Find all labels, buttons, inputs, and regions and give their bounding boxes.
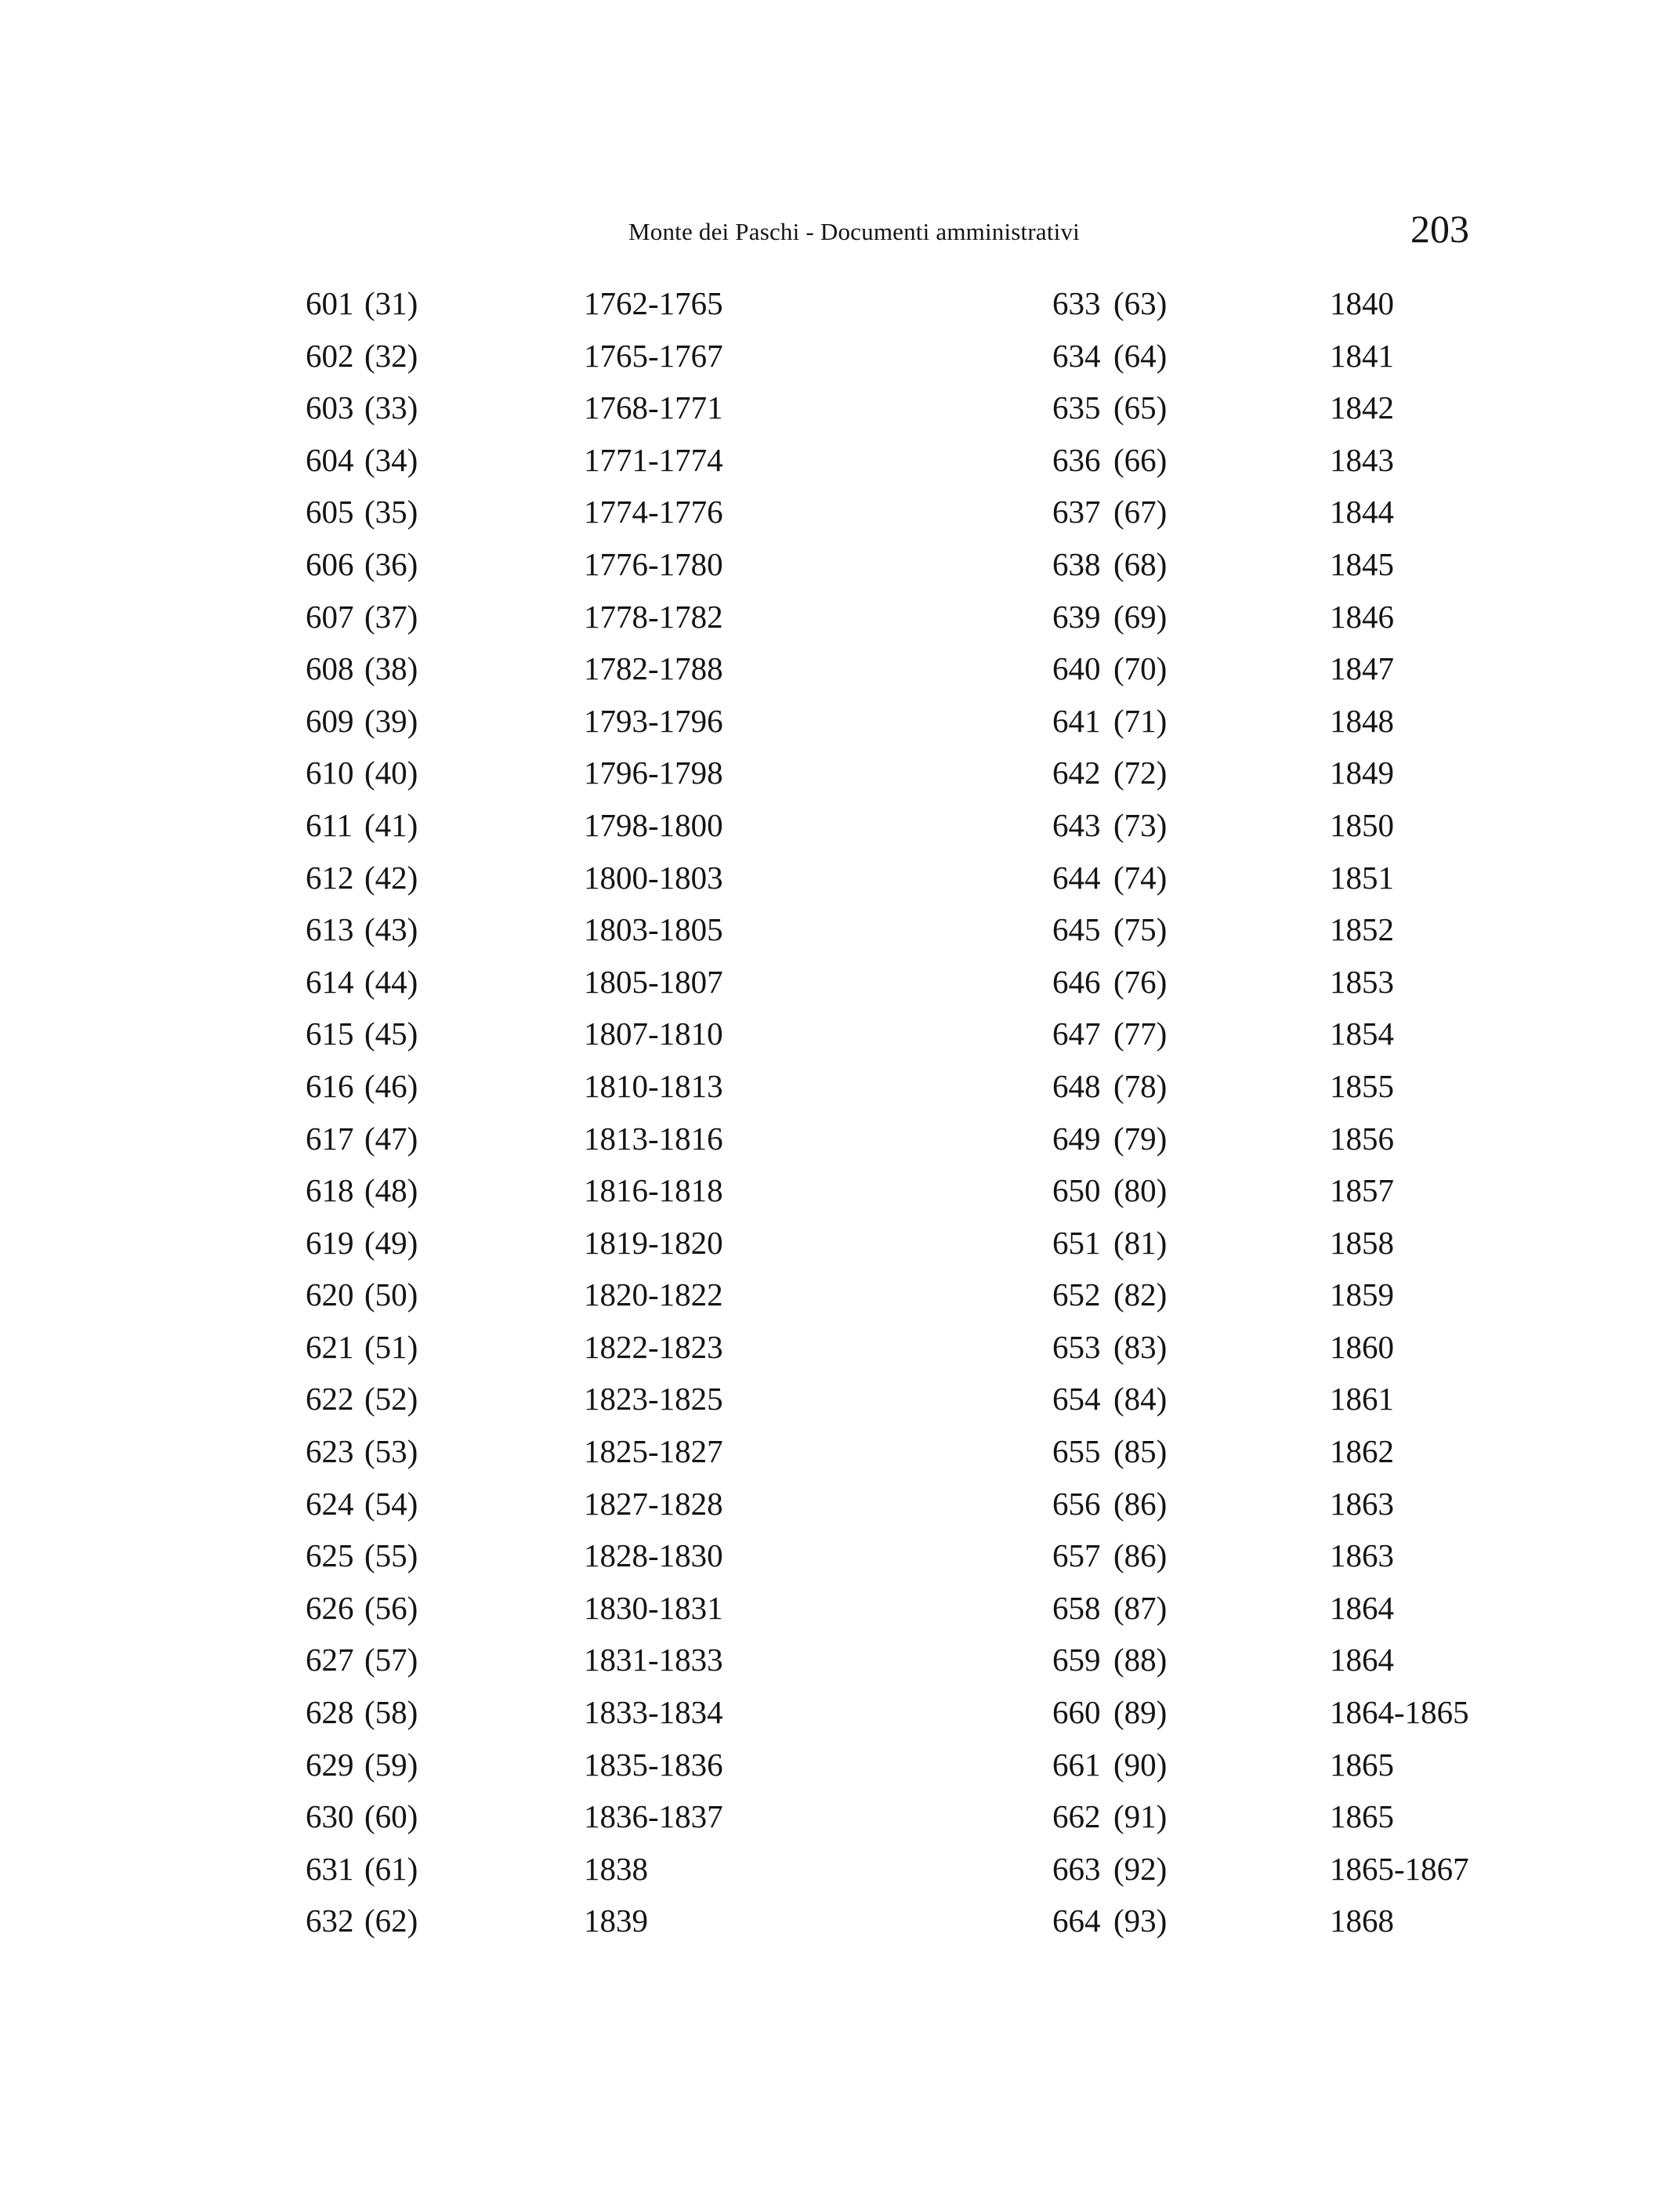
inventory-entry	[1052, 702, 1469, 758]
inventory-entry	[1052, 1905, 1469, 1957]
unit-number: 616	[306, 1067, 354, 1104]
inventory-entry	[1052, 1224, 1469, 1280]
old-number: (45)	[364, 1016, 418, 1052]
inventory-entry	[306, 1018, 723, 1070]
unit-number: 641	[1052, 702, 1101, 739]
unit-number: 619	[306, 1224, 354, 1261]
date-range: 1831-1833	[584, 1642, 723, 1678]
inventory-entry	[1052, 1328, 1469, 1384]
inventory-entry	[306, 859, 723, 914]
unit-number: 636	[1052, 441, 1101, 478]
old-number: (48)	[364, 1172, 418, 1209]
unit-number: 659	[1052, 1642, 1101, 1678]
inventory-entry	[306, 1067, 723, 1123]
date-range: 1852	[1330, 911, 1394, 948]
date-range: 1840	[1330, 285, 1394, 321]
inventory-entry	[1052, 1276, 1469, 1331]
date-range: 1819-1820	[584, 1224, 723, 1261]
unit-number: 640	[1052, 650, 1101, 687]
inventory-entry	[306, 1120, 723, 1175]
old-number: (64)	[1113, 337, 1168, 374]
date-range: 1810-1813	[584, 1067, 723, 1104]
unit-number: 661	[1052, 1746, 1101, 1783]
inventory-entry	[1052, 1067, 1469, 1123]
date-range: 1778-1782	[584, 598, 723, 635]
old-number: (71)	[1113, 702, 1168, 739]
inventory-entry	[1052, 285, 1469, 340]
date-range: 1864	[1330, 1589, 1394, 1626]
old-number: (70)	[1113, 650, 1168, 687]
inventory-entry	[306, 337, 723, 393]
inventory-entry	[1052, 337, 1469, 393]
unit-number: 635	[1052, 389, 1101, 426]
unit-number: 648	[1052, 1067, 1101, 1104]
unit-number: 631	[306, 1850, 354, 1887]
old-number: (43)	[364, 911, 418, 948]
unit-number: 614	[306, 963, 354, 1000]
unit-number: 647	[1052, 1016, 1101, 1052]
old-number: (74)	[1113, 859, 1168, 896]
unit-number: 652	[1052, 1276, 1101, 1313]
inventory-entry	[306, 806, 723, 862]
old-number: (79)	[1113, 1120, 1168, 1157]
date-range: 1771-1774	[584, 441, 723, 478]
date-range: 1864-1865	[1330, 1694, 1469, 1731]
old-number: (61)	[364, 1850, 418, 1887]
unit-number: 610	[306, 755, 354, 791]
unit-number: 605	[306, 494, 354, 530]
old-number: (38)	[364, 650, 418, 687]
unit-number: 644	[1052, 859, 1101, 896]
old-number: (59)	[364, 1746, 418, 1783]
date-range: 1822-1823	[584, 1328, 723, 1365]
old-number: (57)	[364, 1642, 418, 1678]
inventory-entry	[306, 1276, 723, 1331]
old-number: (49)	[364, 1224, 418, 1261]
old-number: (31)	[364, 285, 418, 321]
unit-number: 621	[306, 1328, 354, 1365]
old-number: (55)	[364, 1537, 418, 1574]
old-number: (60)	[364, 1798, 418, 1835]
inventory-entry	[1052, 1433, 1469, 1488]
unit-number: 639	[1052, 598, 1101, 635]
old-number: (84)	[1113, 1381, 1168, 1417]
inventory-entry	[1052, 1537, 1469, 1592]
date-range: 1836-1837	[584, 1798, 723, 1835]
old-number: (37)	[364, 598, 418, 635]
date-range: 1833-1834	[584, 1694, 723, 1731]
unit-number: 625	[306, 1537, 354, 1574]
old-number: (66)	[1113, 441, 1168, 478]
old-number: (51)	[364, 1328, 418, 1365]
old-number: (75)	[1113, 911, 1168, 948]
date-range: 1800-1803	[584, 859, 723, 896]
old-number: (92)	[1113, 1850, 1168, 1887]
old-number: (52)	[364, 1381, 418, 1417]
inventory-entry	[1052, 1120, 1469, 1175]
unit-number: 604	[306, 441, 354, 478]
unit-number: 603	[306, 389, 354, 426]
unit-number: 645	[1052, 911, 1101, 948]
unit-number: 650	[1052, 1172, 1101, 1209]
old-number: (82)	[1113, 1276, 1168, 1313]
inventory-entry	[1052, 1383, 1469, 1436]
inventory-entry	[1052, 1798, 1469, 1853]
date-range: 1776-1780	[584, 545, 723, 582]
left-inventory-column	[306, 285, 723, 1957]
inventory-entry	[306, 702, 723, 758]
date-range: 1825-1827	[584, 1433, 723, 1470]
unit-number: 642	[1052, 755, 1101, 791]
date-range: 1858	[1330, 1224, 1394, 1261]
inventory-entry	[306, 1172, 723, 1227]
date-range: 1805-1807	[584, 963, 723, 1000]
inventory-entry	[1052, 1485, 1469, 1541]
date-range: 1841	[1330, 337, 1394, 374]
unit-number: 628	[306, 1694, 354, 1731]
old-number: (68)	[1113, 545, 1168, 582]
old-number: (65)	[1113, 389, 1168, 426]
date-range: 1843	[1330, 441, 1394, 478]
inventory-entry	[1052, 1018, 1469, 1070]
unit-number: 612	[306, 859, 354, 896]
inventory-entry	[1052, 911, 1469, 966]
date-range: 1856	[1330, 1120, 1394, 1157]
inventory-entry	[1052, 496, 1469, 548]
date-range: 1857	[1330, 1172, 1394, 1209]
old-number: (42)	[364, 859, 418, 896]
date-range: 1844	[1330, 494, 1394, 530]
unit-number: 601	[306, 285, 354, 321]
old-number: (54)	[364, 1485, 418, 1522]
inventory-entry	[306, 1905, 723, 1957]
date-range: 1838	[584, 1850, 648, 1887]
date-range: 1830-1831	[584, 1589, 723, 1626]
old-number: (40)	[364, 755, 418, 791]
unit-number: 615	[306, 1016, 354, 1052]
date-range: 1850	[1330, 806, 1394, 843]
date-range: 1865-1867	[1330, 1850, 1469, 1887]
old-number: (58)	[364, 1694, 418, 1731]
unit-number: 622	[306, 1381, 354, 1417]
old-number: (80)	[1113, 1172, 1168, 1209]
date-range: 1864	[1330, 1642, 1394, 1678]
inventory-entry	[306, 441, 723, 497]
inventory-entry	[1052, 859, 1469, 914]
unit-number: 623	[306, 1433, 354, 1470]
inventory-entry	[306, 1383, 723, 1436]
unit-number: 617	[306, 1120, 354, 1157]
unit-number: 654	[1052, 1381, 1101, 1417]
old-number: (76)	[1113, 963, 1168, 1000]
unit-number: 629	[306, 1746, 354, 1783]
inventory-entry	[306, 285, 723, 340]
unit-number: 664	[1052, 1903, 1101, 1939]
date-range: 1842	[1330, 389, 1394, 426]
unit-number: 618	[306, 1172, 354, 1209]
unit-number: 633	[1052, 285, 1101, 321]
date-range: 1807-1810	[584, 1016, 723, 1052]
old-number: (89)	[1113, 1694, 1168, 1731]
right-inventory-column	[1052, 285, 1469, 1957]
date-range: 1846	[1330, 598, 1394, 635]
date-range: 1854	[1330, 1016, 1394, 1052]
inventory-entry	[306, 598, 723, 653]
date-range: 1827-1828	[584, 1485, 723, 1522]
inventory-entry	[306, 1798, 723, 1853]
unit-number: 649	[1052, 1120, 1101, 1157]
date-range: 1774-1776	[584, 494, 723, 530]
running-head: Monte dei Paschi - Documenti amministrativi	[628, 218, 1080, 245]
old-number: (47)	[364, 1120, 418, 1157]
old-number: (85)	[1113, 1433, 1168, 1470]
unit-number: 626	[306, 1589, 354, 1626]
old-number: (90)	[1113, 1746, 1168, 1783]
old-number: (88)	[1113, 1642, 1168, 1678]
old-number: (67)	[1113, 494, 1168, 530]
unit-number: 608	[306, 650, 354, 687]
old-number: (91)	[1113, 1798, 1168, 1835]
date-range: 1839	[584, 1903, 648, 1939]
old-number: (63)	[1113, 285, 1168, 321]
old-number: (62)	[364, 1903, 418, 1939]
page-number: 203	[1410, 207, 1469, 251]
date-range: 1793-1796	[584, 702, 723, 739]
date-range: 1835-1836	[584, 1746, 723, 1783]
inventory-entry	[306, 1224, 723, 1280]
date-range: 1865	[1330, 1746, 1394, 1783]
inventory-entry	[306, 1746, 723, 1801]
unit-number: 638	[1052, 545, 1101, 582]
inventory-entry	[1052, 757, 1469, 809]
old-number: (50)	[364, 1276, 418, 1313]
inventory-entry	[306, 1537, 723, 1592]
date-range: 1782-1788	[584, 650, 723, 687]
inventory-entry	[306, 650, 723, 705]
old-number: (72)	[1113, 755, 1168, 791]
old-number: (87)	[1113, 1589, 1168, 1626]
unit-number: 643	[1052, 806, 1101, 843]
date-range: 1855	[1330, 1067, 1394, 1104]
unit-number: 607	[306, 598, 354, 635]
inventory-entry	[306, 1644, 723, 1696]
unit-number: 609	[306, 702, 354, 739]
inventory-entry	[306, 389, 723, 444]
date-range: 1863	[1330, 1537, 1394, 1574]
old-number: (35)	[364, 494, 418, 530]
date-range: 1768-1771	[584, 389, 723, 426]
date-range: 1859	[1330, 1276, 1394, 1313]
unit-number: 657	[1052, 1537, 1101, 1574]
old-number: (34)	[364, 441, 418, 478]
inventory-entry	[1052, 598, 1469, 653]
unit-number: 663	[1052, 1850, 1101, 1887]
unit-number: 613	[306, 911, 354, 948]
old-number: (53)	[364, 1433, 418, 1470]
unit-number: 602	[306, 337, 354, 374]
date-range: 1828-1830	[584, 1537, 723, 1574]
date-range: 1762-1765	[584, 285, 723, 321]
old-number: (69)	[1113, 598, 1168, 635]
date-range: 1863	[1330, 1485, 1394, 1522]
old-number: (73)	[1113, 806, 1168, 843]
inventory-entry	[1052, 1696, 1469, 1749]
inventory-entry	[1052, 1644, 1469, 1696]
old-number: (33)	[364, 389, 418, 426]
date-range: 1862	[1330, 1433, 1394, 1470]
inventory-entry	[306, 545, 723, 601]
unit-number: 632	[306, 1903, 354, 1939]
unit-number: 624	[306, 1485, 354, 1522]
date-range: 1798-1800	[584, 806, 723, 843]
old-number: (36)	[364, 545, 418, 582]
inventory-entry	[1052, 1172, 1469, 1227]
inventory-entry	[1052, 389, 1469, 444]
unit-number: 627	[306, 1642, 354, 1678]
old-number: (78)	[1113, 1067, 1168, 1104]
date-range: 1851	[1330, 859, 1394, 896]
unit-number: 656	[1052, 1485, 1101, 1522]
inventory-entry	[306, 1850, 723, 1906]
date-range: 1813-1816	[584, 1120, 723, 1157]
inventory-entry	[1052, 545, 1469, 601]
date-range: 1816-1818	[584, 1172, 723, 1209]
unit-number: 637	[1052, 494, 1101, 530]
inventory-entry	[306, 963, 723, 1019]
inventory-entry	[1052, 441, 1469, 497]
old-number: (41)	[364, 806, 418, 843]
unit-number: 653	[1052, 1328, 1101, 1365]
unit-number: 646	[1052, 963, 1101, 1000]
old-number: (44)	[364, 963, 418, 1000]
inventory-entry	[306, 1485, 723, 1541]
date-range: 1796-1798	[584, 755, 723, 791]
inventory-entry	[1052, 1746, 1469, 1801]
date-range: 1820-1822	[584, 1276, 723, 1313]
date-range: 1849	[1330, 755, 1394, 791]
unit-number: 634	[1052, 337, 1101, 374]
inventory-entry	[306, 496, 723, 548]
unit-number: 655	[1052, 1433, 1101, 1470]
old-number: (93)	[1113, 1903, 1168, 1939]
inventory-entry	[1052, 963, 1469, 1019]
old-number: (86)	[1113, 1537, 1168, 1574]
inventory-entry	[1052, 806, 1469, 862]
inventory-entry	[306, 911, 723, 966]
inventory-entry	[306, 1328, 723, 1384]
old-number: (83)	[1113, 1328, 1168, 1365]
date-range: 1853	[1330, 963, 1394, 1000]
old-number: (39)	[364, 702, 418, 739]
date-range: 1845	[1330, 545, 1394, 582]
inventory-entry	[306, 757, 723, 809]
inventory-entry	[1052, 1589, 1469, 1645]
inventory-entry	[1052, 1850, 1469, 1906]
old-number: (77)	[1113, 1016, 1168, 1052]
unit-number: 620	[306, 1276, 354, 1313]
date-range: 1861	[1330, 1381, 1394, 1417]
old-number: (56)	[364, 1589, 418, 1626]
date-range: 1765-1767	[584, 337, 723, 374]
date-range: 1803-1805	[584, 911, 723, 948]
unit-number: 611	[306, 806, 353, 843]
inventory-entry	[306, 1589, 723, 1645]
inventory-entry	[306, 1696, 723, 1749]
unit-number: 660	[1052, 1694, 1101, 1731]
date-range: 1860	[1330, 1328, 1394, 1365]
unit-number: 662	[1052, 1798, 1101, 1835]
date-range: 1865	[1330, 1798, 1394, 1835]
date-range: 1847	[1330, 650, 1394, 687]
old-number: (32)	[364, 337, 418, 374]
unit-number: 606	[306, 545, 354, 582]
date-range: 1848	[1330, 702, 1394, 739]
unit-number: 658	[1052, 1589, 1101, 1626]
old-number: (86)	[1113, 1485, 1168, 1522]
inventory-entry	[306, 1433, 723, 1488]
date-range: 1823-1825	[584, 1381, 723, 1417]
old-number: (81)	[1113, 1224, 1168, 1261]
unit-number: 630	[306, 1798, 354, 1835]
date-range: 1868	[1330, 1903, 1394, 1939]
inventory-entry	[1052, 650, 1469, 705]
unit-number: 651	[1052, 1224, 1101, 1261]
old-number: (46)	[364, 1067, 418, 1104]
